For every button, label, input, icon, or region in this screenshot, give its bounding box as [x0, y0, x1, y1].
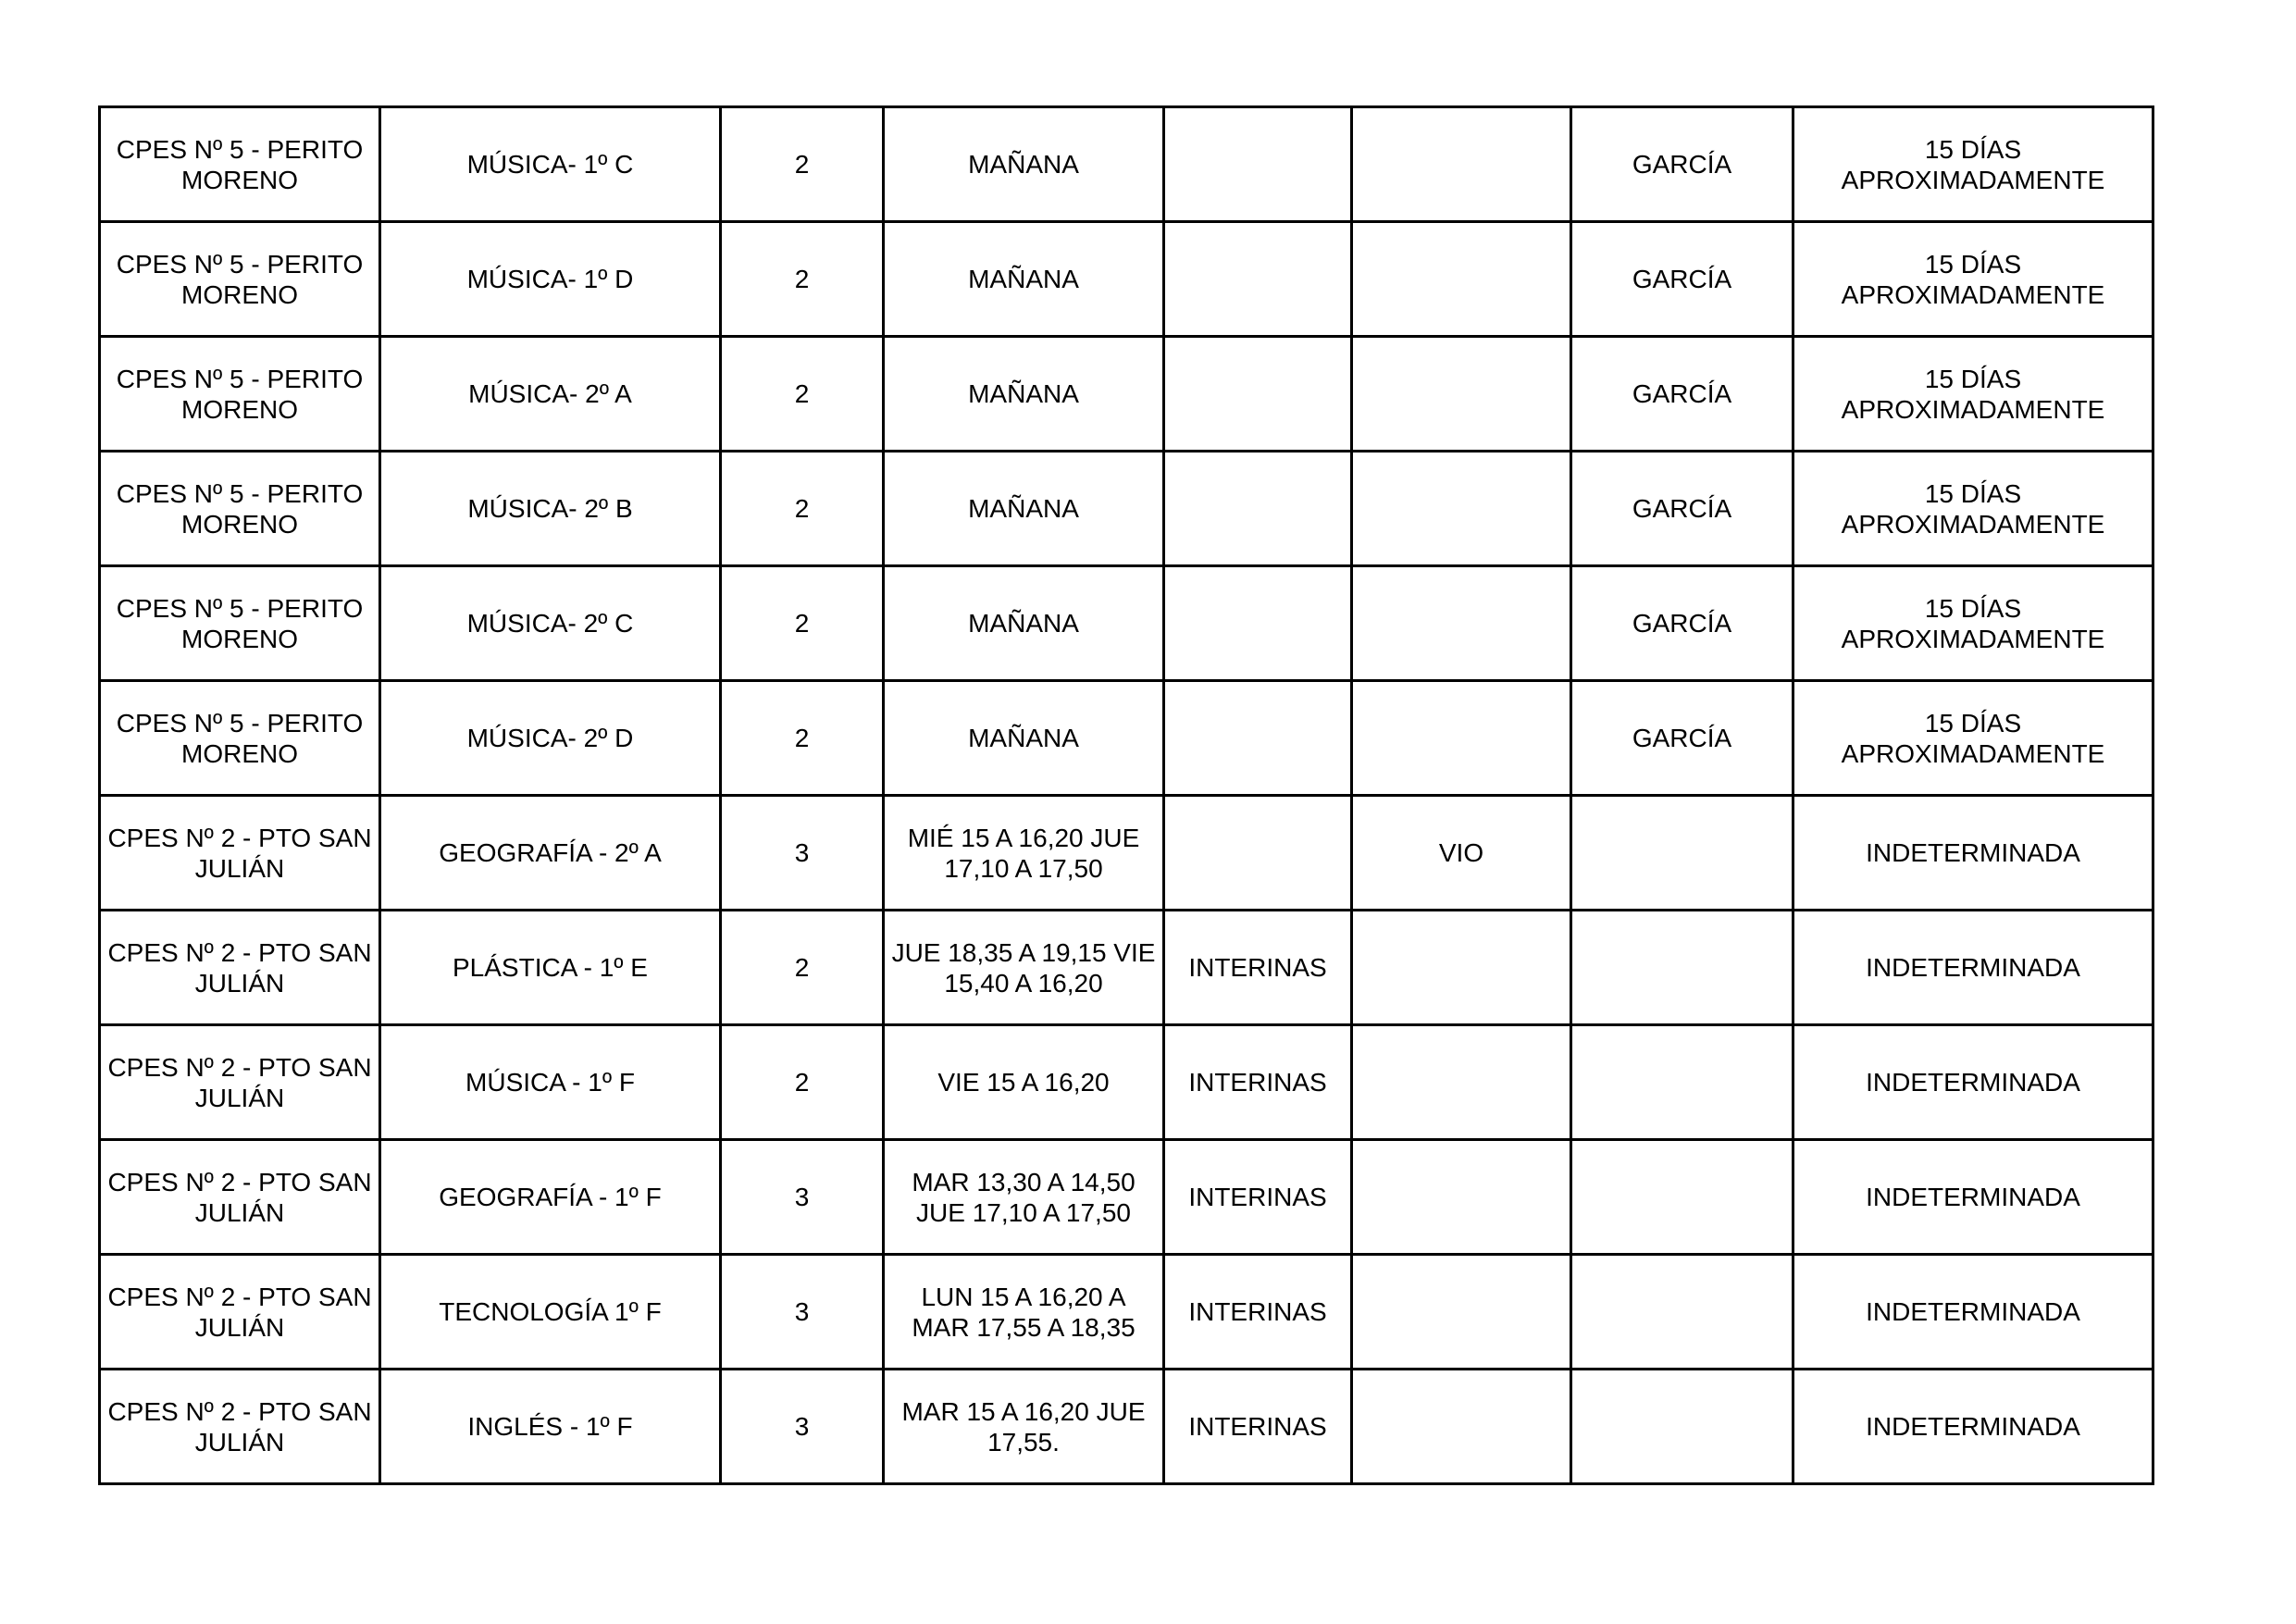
hours-cell: 2 [721, 911, 884, 1025]
duration-cell: 15 DÍAS APROXIMADAMENTE [1793, 566, 2153, 681]
replaced-teacher-cell [1571, 1370, 1793, 1484]
subject-cell: MÚSICA- 2º A [380, 337, 721, 452]
reason-cell [1352, 681, 1571, 796]
hours-cell: 2 [721, 681, 884, 796]
table-row [100, 911, 2153, 1025]
table-row [100, 1255, 2153, 1370]
duration-cell: INDETERMINADA [1793, 1025, 2153, 1140]
table-body [100, 107, 2153, 1484]
duration-cell: 15 DÍAS APROXIMADAMENTE [1793, 452, 2153, 566]
school-cell: CPES Nº 2 - PTO SAN JULIÁN [100, 1255, 380, 1370]
school-cell: CPES Nº 5 - PERITO MORENO [100, 222, 380, 337]
schedule-cell: MAÑANA [884, 452, 1164, 566]
subject-cell: MÚSICA- 2º D [380, 681, 721, 796]
replaced-teacher-cell: GARCÍA [1571, 222, 1793, 337]
schedule-cell: MAÑANA [884, 337, 1164, 452]
duration-cell: 15 DÍAS APROXIMADAMENTE [1793, 337, 2153, 452]
table-row [100, 796, 2153, 911]
subject-cell: TECNOLOGÍA 1º F [380, 1255, 721, 1370]
hours-cell: 2 [721, 452, 884, 566]
subject-cell: MÚSICA- 1º D [380, 222, 721, 337]
reason-cell [1352, 1370, 1571, 1484]
school-cell: CPES Nº 2 - PTO SAN JULIÁN [100, 1140, 380, 1255]
table-row [100, 1025, 2153, 1140]
condition-cell [1164, 337, 1352, 452]
duration-cell: INDETERMINADA [1793, 796, 2153, 911]
reason-cell: VIO [1352, 796, 1571, 911]
table-row [100, 681, 2153, 796]
replaced-teacher-cell: GARCÍA [1571, 337, 1793, 452]
condition-cell: INTERINAS [1164, 1140, 1352, 1255]
subject-cell: MÚSICA - 1º F [380, 1025, 721, 1140]
reason-cell [1352, 911, 1571, 1025]
school-cell: CPES Nº 5 - PERITO MORENO [100, 566, 380, 681]
subject-cell: MÚSICA- 2º B [380, 452, 721, 566]
table-row [100, 1140, 2153, 1255]
school-cell: CPES Nº 5 - PERITO MORENO [100, 337, 380, 452]
replaced-teacher-cell [1571, 796, 1793, 911]
subject-cell: GEOGRAFÍA - 2º A [380, 796, 721, 911]
hours-cell: 2 [721, 566, 884, 681]
hours-cell: 2 [721, 222, 884, 337]
hours-cell: 2 [721, 1025, 884, 1140]
condition-cell [1164, 452, 1352, 566]
school-cell: CPES Nº 5 - PERITO MORENO [100, 452, 380, 566]
schedule-cell: MAÑANA [884, 681, 1164, 796]
condition-cell [1164, 796, 1352, 911]
schedule-cell: MAR 15 A 16,20 JUE 17,55. [884, 1370, 1164, 1484]
condition-cell: INTERINAS [1164, 911, 1352, 1025]
replaced-teacher-cell [1571, 1025, 1793, 1140]
condition-cell: INTERINAS [1164, 1370, 1352, 1484]
schedule-cell: LUN 15 A 16,20 A MAR 17,55 A 18,35 [884, 1255, 1164, 1370]
schedule-cell: VIE 15 A 16,20 [884, 1025, 1164, 1140]
vacancies-table [98, 105, 2154, 1485]
school-cell: CPES Nº 5 - PERITO MORENO [100, 681, 380, 796]
table-row [100, 1370, 2153, 1484]
schedule-cell: MIÉ 15 A 16,20 JUE 17,10 A 17,50 [884, 796, 1164, 911]
schedule-cell: MAÑANA [884, 107, 1164, 222]
hours-cell: 3 [721, 796, 884, 911]
hours-cell: 2 [721, 107, 884, 222]
school-cell: CPES Nº 2 - PTO SAN JULIÁN [100, 1370, 380, 1484]
hours-cell: 3 [721, 1255, 884, 1370]
hours-cell: 3 [721, 1370, 884, 1484]
reason-cell [1352, 452, 1571, 566]
reason-cell [1352, 566, 1571, 681]
replaced-teacher-cell: GARCÍA [1571, 452, 1793, 566]
duration-cell: INDETERMINADA [1793, 911, 2153, 1025]
table-row [100, 107, 2153, 222]
replaced-teacher-cell [1571, 911, 1793, 1025]
schedule-cell: JUE 18,35 A 19,15 VIE 15,40 A 16,20 [884, 911, 1164, 1025]
school-cell: CPES Nº 2 - PTO SAN JULIÁN [100, 1025, 380, 1140]
condition-cell: INTERINAS [1164, 1255, 1352, 1370]
subject-cell: MÚSICA- 1º C [380, 107, 721, 222]
duration-cell: 15 DÍAS APROXIMADAMENTE [1793, 107, 2153, 222]
replaced-teacher-cell: GARCÍA [1571, 107, 1793, 222]
condition-cell: INTERINAS [1164, 1025, 1352, 1140]
replaced-teacher-cell [1571, 1140, 1793, 1255]
reason-cell [1352, 337, 1571, 452]
school-cell: CPES Nº 5 - PERITO MORENO [100, 107, 380, 222]
table-row [100, 337, 2153, 452]
reason-cell [1352, 1025, 1571, 1140]
hours-cell: 2 [721, 337, 884, 452]
table-row [100, 452, 2153, 566]
reason-cell [1352, 1140, 1571, 1255]
duration-cell: 15 DÍAS APROXIMADAMENTE [1793, 222, 2153, 337]
table-row [100, 222, 2153, 337]
schedule-cell: MAR 13,30 A 14,50 JUE 17,10 A 17,50 [884, 1140, 1164, 1255]
hours-cell: 3 [721, 1140, 884, 1255]
condition-cell [1164, 107, 1352, 222]
school-cell: CPES Nº 2 - PTO SAN JULIÁN [100, 911, 380, 1025]
subject-cell: GEOGRAFÍA - 1º F [380, 1140, 721, 1255]
condition-cell [1164, 566, 1352, 681]
schedule-cell: MAÑANA [884, 222, 1164, 337]
reason-cell [1352, 107, 1571, 222]
subject-cell: MÚSICA- 2º C [380, 566, 721, 681]
schedule-cell: MAÑANA [884, 566, 1164, 681]
duration-cell: INDETERMINADA [1793, 1255, 2153, 1370]
table-row [100, 566, 2153, 681]
reason-cell [1352, 222, 1571, 337]
subject-cell: PLÁSTICA - 1º E [380, 911, 721, 1025]
replaced-teacher-cell: GARCÍA [1571, 681, 1793, 796]
duration-cell: INDETERMINADA [1793, 1140, 2153, 1255]
subject-cell: INGLÉS - 1º F [380, 1370, 721, 1484]
duration-cell: INDETERMINADA [1793, 1370, 2153, 1484]
duration-cell: 15 DÍAS APROXIMADAMENTE [1793, 681, 2153, 796]
condition-cell [1164, 222, 1352, 337]
condition-cell [1164, 681, 1352, 796]
reason-cell [1352, 1255, 1571, 1370]
school-cell: CPES Nº 2 - PTO SAN JULIÁN [100, 796, 380, 911]
replaced-teacher-cell [1571, 1255, 1793, 1370]
replaced-teacher-cell: GARCÍA [1571, 566, 1793, 681]
